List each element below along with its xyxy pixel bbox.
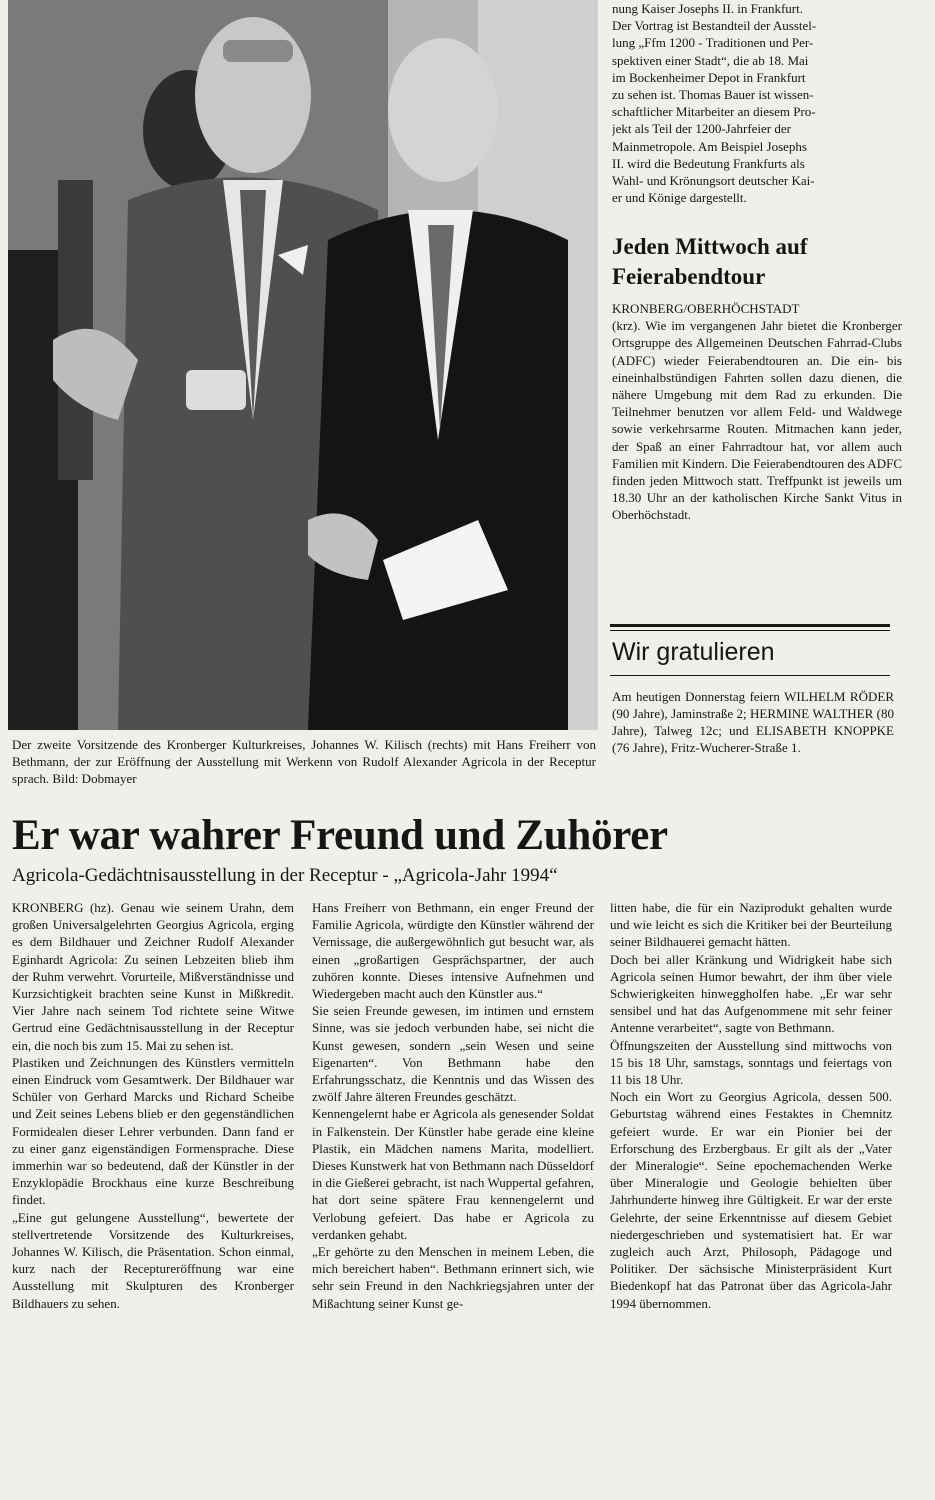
adfc-headline: [612, 232, 902, 292]
text-line: schaftlicher Mitarbeiter an diesem Pro-: [612, 104, 816, 120]
paragraph: Plastiken und Zeichnungen des Künstlers vermitteln einen Eindruck vom Gesamtwerk. Der Bildhauer war Schüler von Gerhard Marcks und Richard Scheibe und Zeit seines Lebens blieb er den gegenständlichen Formidealen dieser Lehrer verbunden. Dann fand er zu einer ganz eigenständigen Formensprache. Diese immerhin war so bedeutend, daß der Künstler in der Enzyklopädie Brockhaus eine kurze Beschreibung findet.: [12, 1054, 294, 1208]
section-rule: [610, 675, 890, 676]
article-subheadline: Agricola-Gedächtnisausstellung in der Receptur - „Agricola-Jahr 1994“: [12, 865, 558, 886]
text-line: Der Vortrag ist Bestandteil der Ausstel-: [612, 18, 817, 34]
paragraph: „Eine gut gelungene Ausstellung“, bewertete der stellvertretende Vorsitzende des Kulturkreises, Johannes W. Kilisch, die Präsentation. Schon einmal, kurz nach der Receptureröffnung war eine Ausstellung mit Skulpturen des Kronberger Bildhauers zu sehen.: [12, 1209, 294, 1311]
article-column-1: [12, 899, 294, 1312]
gratulieren-text: Am heutigen Donnerstag feiern WILHELM RÖDER (90 Jahre), Jaminstraße 2; HERMINE WALTHER (80 Jahre), Talweg 12c; und ELISABETH KNOPPKE (76 Jahre), Fritz-Wucherer-Straße 1.: [612, 689, 894, 755]
paragraph: Öffnungszeiten der Ausstellung sind mittwochs von 15 bis 18 Uhr, samstags, sonntags und feiertags von 11 bis 18 Uhr.: [610, 1037, 892, 1088]
text-line: im Bockenheimer Depot in Frankfurt: [612, 69, 806, 85]
text-line: zu sehen ist. Thomas Bauer ist wissen-: [612, 87, 814, 103]
adfc-article: [612, 300, 902, 524]
paragraph: „Er gehörte zu den Menschen in meinem Leben, die mich bereichert haben“. Bethmann erinnert sich, wie sehr sein Freund in den Nachkriegsjahren unter der Mißachtung seiner Kunst ge-: [312, 1244, 594, 1311]
article-column-2: [312, 899, 594, 1312]
adfc-headline-line: Feierabendtour: [612, 264, 766, 289]
adfc-body: (krz). Wie im vergangenen Jahr bietet die Kronberger Ortsgruppe des Allgemeinen Deutschen Fahrrad-Clubs (ADFC) wieder Feierabendtouren an. Die ein- bis eineinhalbstündigen Fahrten sollen dazu dienen, die nähere Umgebung mit dem Rad zu erkunden. Die Teilnehmer benutzen vor allem Feld- und Waldwege sowie verkehrsarme Routen. Mitmachen kann jeder, der Spaß an einer Fahrradtour hat, vor allem auch Familien mit Kindern. Die Feierabendtouren des ADFC finden jeden Mittwoch statt. Treffpunkt ist jeweils um 18.30 Uhr an der katholischen Kirche Sankt Vitus in Oberhöchstadt.: [612, 318, 902, 523]
text-line: Wahl- und Krönungsort deutscher Kai-: [612, 173, 815, 189]
text-line: Mainmetropole. Am Beispiel Josephs: [612, 138, 807, 154]
paragraph: Kennengelernt habe er Agricola als genesender Soldat in Falkenstein. Der Künstler habe gerade eine kleine Plastik, ein Mädchen namens Marita, modelliert. Dieses Kunstwerk hat von Bethmann nach Düsseldorf in die Gießerei gebracht, ist nach Wuppertal gefahren, hat dort seine spätere Frau kennengelernt und Verlobung gefeiert. Das habe er Agricola zu verdanken gehabt.: [312, 1106, 594, 1242]
paragraph: litten habe, die für ein Naziprodukt gehalten wurde und wie leicht es sich die Kritiker bei der Beurteilung seiner Bildhauerei gemacht hätten.: [610, 900, 892, 950]
adfc-headline-line: Jeden Mittwoch auf: [612, 234, 808, 259]
text-line: er und Könige dargestellt.: [612, 190, 747, 206]
paragraph: Hans Freiherr von Bethmann, ein enger Freund der Familie Agricola, würdigte den Künstler während der Vernissage, die außergewöhnlich gut besucht war, als einen „großartigen Gesprächspartner, der auch zuhören konnte. Dieses intensive Aufnehmen und Wiedergeben macht auch den Künstler aus.“: [312, 900, 594, 1002]
photo-caption: Der zweite Vorsitzende des Kronberger Kulturkreises, Johannes W. Kilisch (rechts) mit Hans Freiherr von Bethmann, der zur Eröffnung der Ausstellung mit Werkenn von Rudolf Alexander Agricola in der Receptur sprach. Bild: Dobmayer: [12, 737, 596, 786]
text-line: jekt als Teil der 1200-Jahrfeier der: [612, 121, 791, 137]
photo-illustration: [8, 0, 598, 730]
section-rule: [610, 630, 890, 631]
article-column-3: [610, 899, 892, 1312]
text-line: II. wird die Bedeutung Frankfurts als: [612, 155, 805, 171]
gratulieren-heading: Wir gratulieren: [612, 638, 775, 666]
text-line: nung Kaiser Josephs II. in Frankfurt.: [612, 1, 803, 16]
text-line: spektiven einer Stadt“, die ab 18. Mai: [612, 52, 809, 68]
section-rule: [610, 624, 890, 627]
article-headline: Er war wahrer Freund und Zuhörer: [12, 812, 668, 859]
news-photo: [8, 0, 598, 730]
paragraph: Noch ein Wort zu Georgius Agricola, dessen 500. Geburtstag während eines Festaktes in Chemnitz gefeiert wurde. Er war ein Pionier bei der Erforschung des Erzbergbaus. Er gilt als der „Vater der Mineralogie“. Seine epochemachenden Werke über Mineralogie und Geologie behielten über Jahrhunderte hinweg ihre Gültigkeit. Er war der erste Gelehrte, der seine Erkenntnisse auf diesem Gebiet niedergeschrieben und systematisiert hat. Er war zugleich auch Arzt, Philosoph, Pädagoge und Politiker. Der sächsische Ministerpräsident Kurt Biedenkopf hat das Patronat über das Agricola-Jahr 1994 übernommen.: [610, 1089, 892, 1311]
paragraph: Doch bei aller Kränkung und Widrigkeit habe sich Agricola seinen Humor bewahrt, der ihm über viele Schwierigkeiten hinweggholfen habe. „Er war sehr sensibel und hat das Aufgenommene mit sehr feiner Antenne verarbeitet“, sagte von Bethmann.: [610, 951, 892, 1036]
text-line: lung „Ffm 1200 - Traditionen und Per-: [612, 35, 814, 51]
paragraph: Sie seien Freunde gewesen, im intimen und ernstem Sinne, was sie jedoch verbunden habe, sei nicht die Kunst gewesen, sondern „sein Wesen und seine Eigenarten“. Von Bethmann habe den Erfahrungsschatz, die Kenntnis und das Wissen des zwölf Jahre älteren Freundes geschätzt.: [312, 1003, 594, 1105]
continued-article: [612, 0, 904, 206]
adfc-dateline: KRONBERG/OBERHÖCHSTADT: [612, 301, 800, 316]
paragraph: KRONBERG (hz). Genau wie seinem Urahn, dem großen Universalgelehrten Georgius Agricola, erging es dem Bildhauer und Zeichner Rudolf Alexander Eginhardt Agricola: Zu seinen Lebzeiten blieb ihm der Ruhm verwehrt. Vorurteile, Mißverständnisse und Kurzsichtigkeit brachten seine Kunst in Mißkredit. Vier Jahre nach seinem Tod richtete seine Witwe Gertrud eine Gedächtnisausstellung in der Receptur ein, die noch bis zum 15. Mai zu sehen ist.: [12, 900, 294, 1053]
